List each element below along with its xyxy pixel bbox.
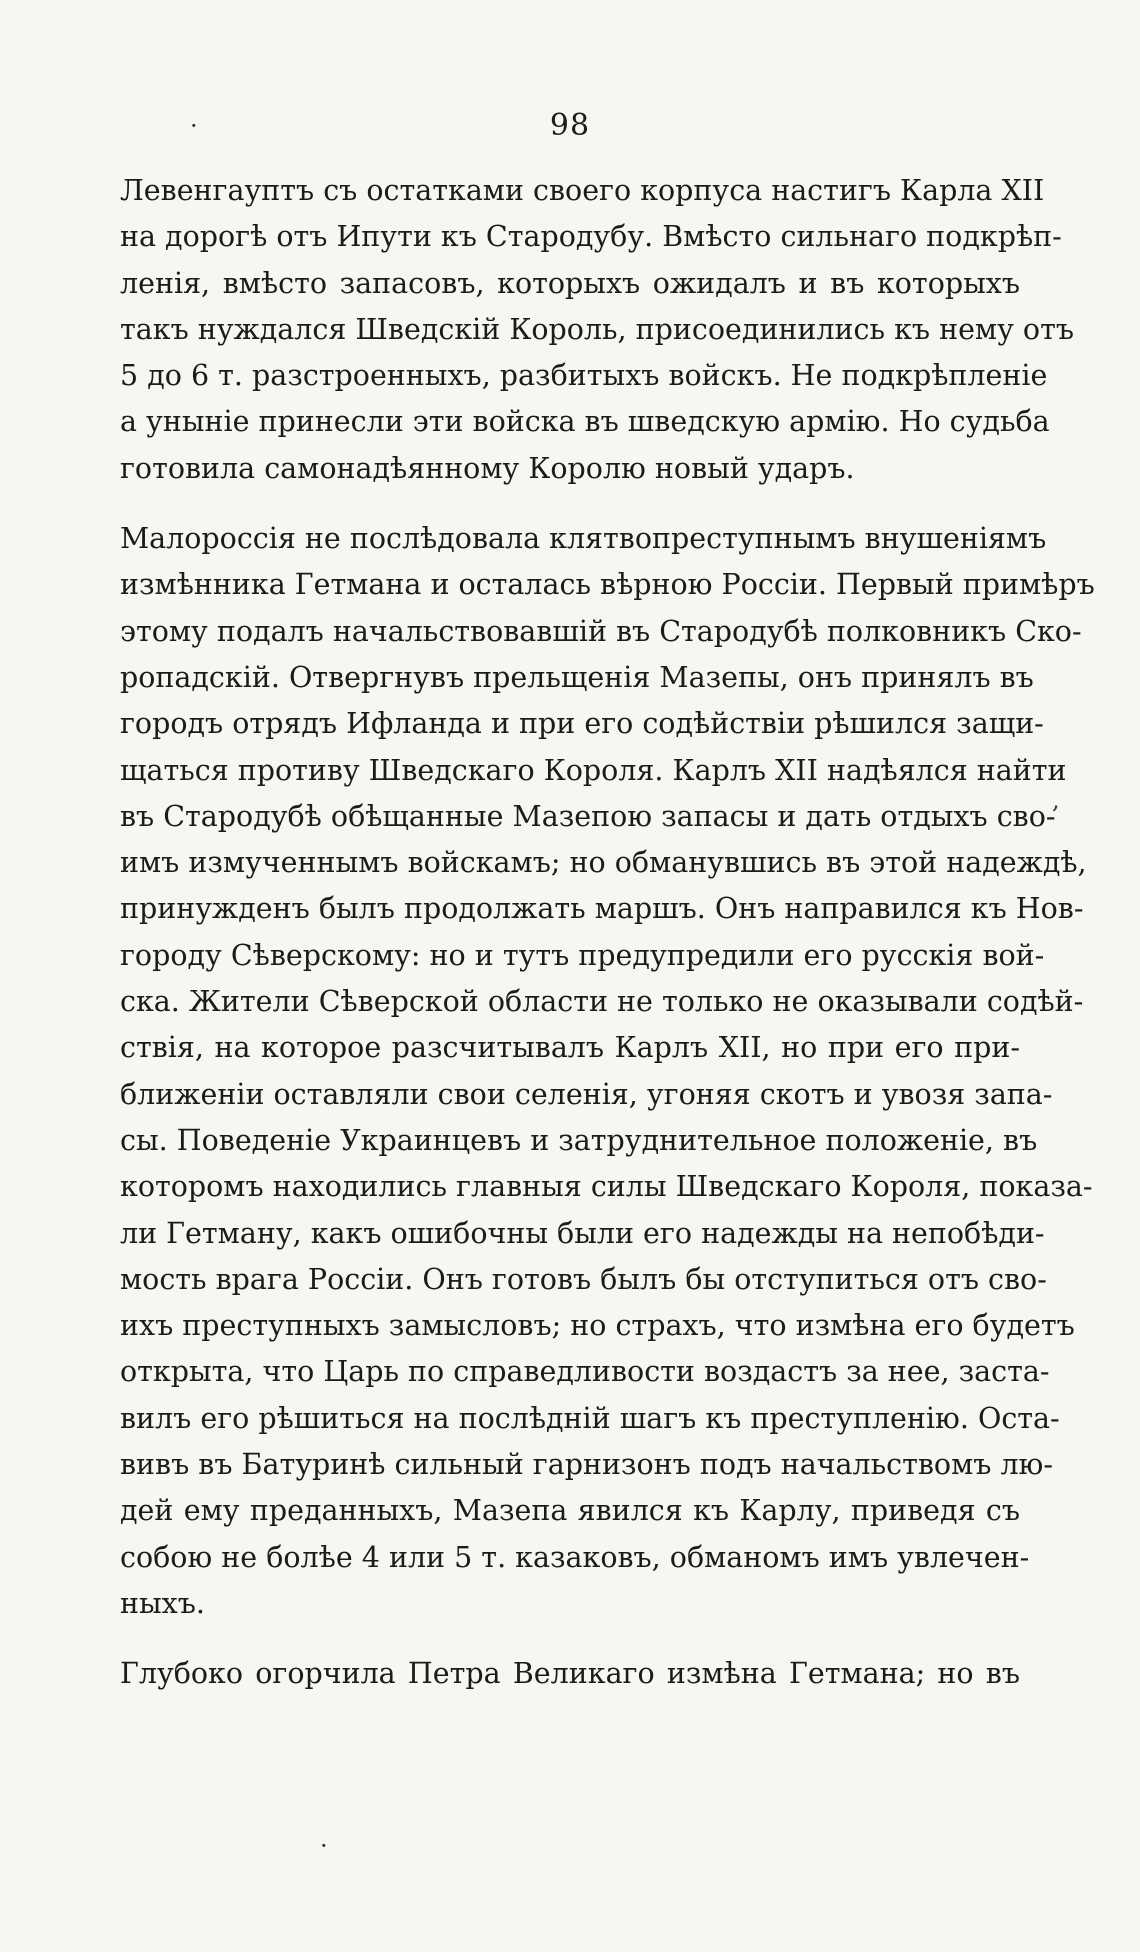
text-line: городу Сѣверскому: но и тутъ предупредили его русскія вой-	[120, 938, 1045, 972]
text-line: а уныніе принесли эти войска въ шведскую армію. Но судьба	[120, 405, 1050, 439]
text-line: ныхъ.	[120, 1586, 205, 1620]
text-line: ближеніи оставляли свои селенія, угоняя скотъ и увозя запа-	[120, 1077, 1053, 1111]
paragraph-2	[120, 516, 1095, 1627]
text-line: измѣнника Гетмана и осталась вѣрною Россіи. Первый примѣръ	[120, 568, 1095, 602]
text-line: Глубоко огорчила Петра Великаго измѣна Гетмана; но въ	[120, 1657, 1020, 1691]
text-line: сы. Поведеніе Украинцевъ и затруднительное положеніе, въ	[120, 1123, 1038, 1157]
text-body	[120, 168, 1095, 1698]
text-line: ствія, на которое разсчитывалъ Карлъ XII, но при его при-	[120, 1031, 1020, 1065]
text-line: принужденъ былъ продолжать маршъ. Онъ направился къ Нов-	[120, 892, 1084, 926]
text-line: вивъ въ Батуринѣ сильный гарнизонъ подъ начальствомъ лю-	[120, 1448, 1053, 1482]
paragraph-1	[120, 168, 1074, 492]
text-line: 5 до 6 т. разстроенныхъ, разбитыхъ войскъ. Не подкрѣпленіе	[120, 359, 1048, 393]
margin-mark: ·	[190, 112, 198, 140]
text-line: на дорогѣ отъ Ипути къ Стародубу. Вмѣсто сильнаго подкрѣп-	[120, 220, 1062, 254]
text-line: Малороссія не послѣдовала клятвопреступнымъ внушеніямъ	[120, 522, 1047, 556]
text-line: ли Гетману, какъ ошибочны были его надежды на непобѣди-	[120, 1216, 1045, 1250]
page-number: 98	[549, 108, 591, 143]
text-line: которомъ находились главныя силы Шведскаго Короля, показа-	[120, 1170, 1093, 1204]
margin-mark: ,	[1052, 786, 1060, 814]
text-line: вилъ его рѣшиться на послѣдній шагъ къ преступленію. Оста-	[120, 1401, 1060, 1435]
text-line: мость врага Россіи. Онъ готовъ былъ бы отступиться отъ сво-	[120, 1262, 1047, 1296]
text-line: готовила самонадѣянному Королю новый ударъ.	[120, 451, 855, 485]
text-line: этому подалъ начальствовавшій въ Стародубѣ полковникъ Ско-	[120, 614, 1082, 648]
text-line: ска. Жители Сѣверской области не только не оказывали содѣй-	[120, 985, 1084, 1019]
paragraph-gap	[120, 1627, 1020, 1651]
text-line: ропадскій. Отвергнувъ прельщенія Мазепы, онъ принялъ въ	[120, 660, 1034, 694]
text-line: открыта, что Царь по справедливости воздастъ за нее, заста-	[120, 1355, 1050, 1389]
text-line: щаться противу Шведскаго Короля. Карлъ XII надѣялся найти	[120, 753, 1067, 787]
text-line: дей ему преданныхъ, Мазепа явился къ Карлу, приведя съ	[120, 1494, 1020, 1528]
text-line: имъ измученнымъ войскамъ; но обманувшись въ этой надеждѣ,	[120, 846, 1087, 880]
text-line: собою не болѣе 4 или 5 т. казаковъ, обманомъ имъ увлечен-	[120, 1540, 1030, 1574]
paragraph-3	[120, 1651, 1020, 1697]
text-line: ленія, вмѣсто запасовъ, которыхъ ожидалъ и въ которыхъ	[120, 266, 1020, 300]
paragraph-gap	[120, 492, 1020, 516]
text-line: Левенгауптъ съ остатками своего корпуса настигъ Карла XII	[120, 174, 1045, 207]
text-line: ихъ преступныхъ замысловъ; но страхъ, что измѣна его будетъ	[120, 1309, 1075, 1343]
margin-mark: ·	[320, 1832, 328, 1860]
text-line: въ Стародубѣ обѣщанные Мазепою запасы и дать отдыхъ сво-	[120, 799, 1056, 833]
text-line: такъ нуждался Шведскій Король, присоединились къ нему отъ	[120, 312, 1074, 346]
text-line: городъ отрядъ Ифланда и при его содѣйствіи рѣшился защи-	[120, 707, 1044, 741]
